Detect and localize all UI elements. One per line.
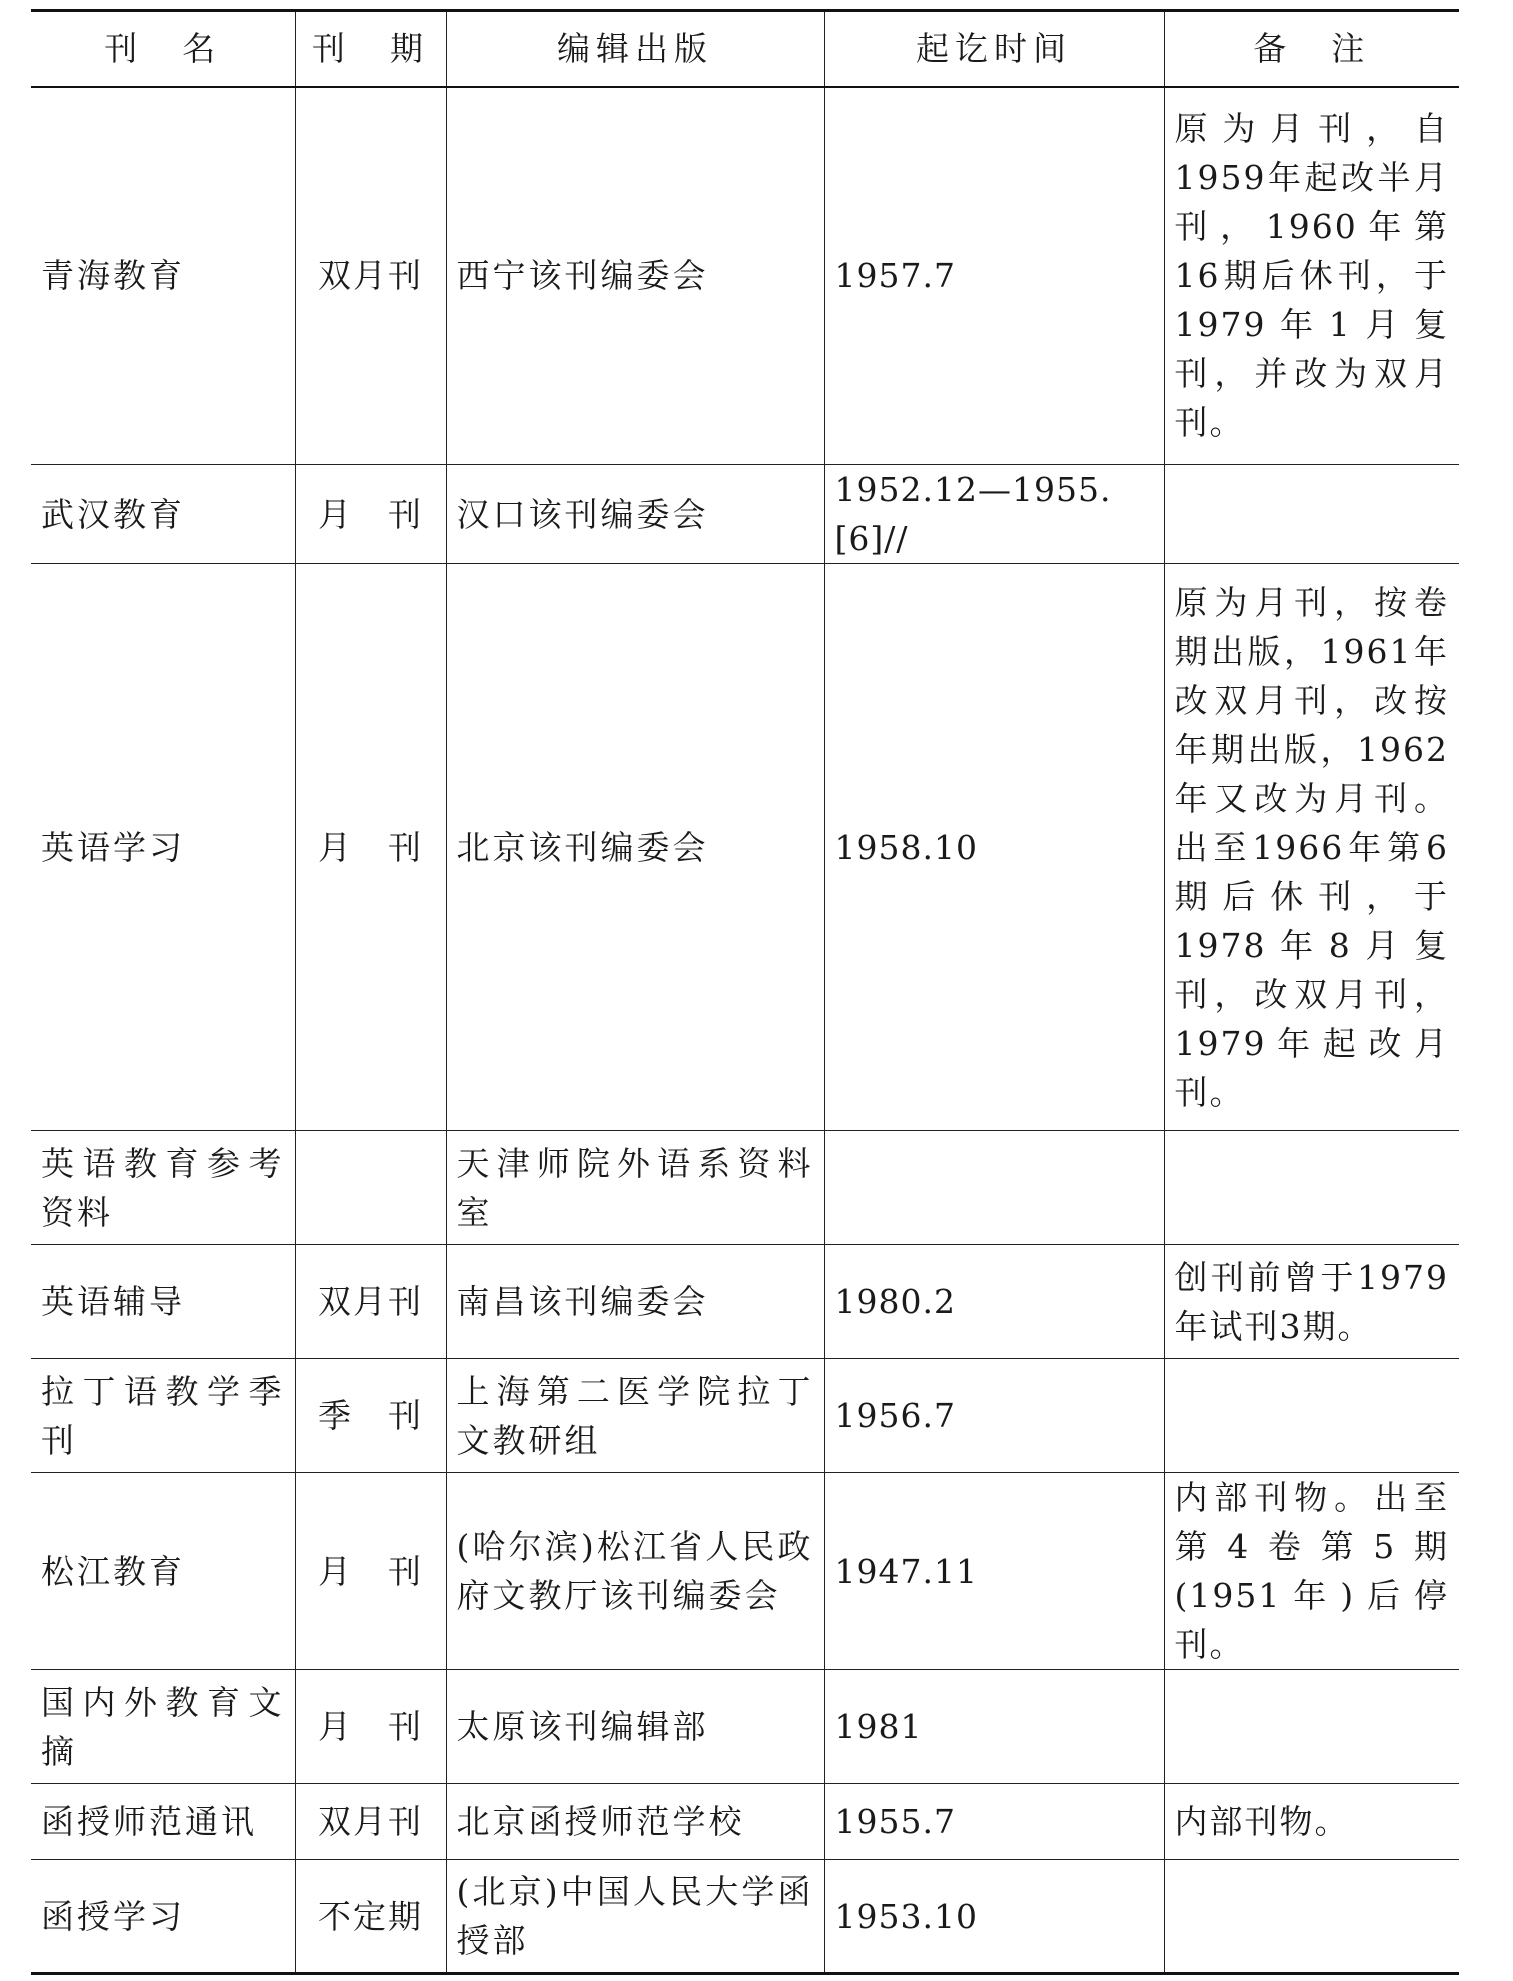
header-name: 刊 名 [31, 11, 295, 87]
periodical-name: 青海教育 [31, 87, 295, 465]
notes [1164, 1670, 1459, 1784]
date-range: 1956.7 [824, 1359, 1164, 1473]
date-range: 1957.7 [824, 87, 1164, 465]
date-range: 1958.10 [824, 564, 1164, 1131]
notes [1164, 1131, 1459, 1245]
frequency: 双月刊 [295, 1784, 446, 1860]
periodical-name: 英语教育参考资料 [31, 1131, 295, 1245]
periodical-name: 松江教育 [31, 1473, 295, 1670]
periodical-name: 拉丁语教学季刊 [31, 1359, 295, 1473]
table-row [31, 465, 1459, 564]
publisher: 南昌该刊编委会 [446, 1245, 824, 1359]
table-row [31, 1245, 1459, 1359]
publisher: 西宁该刊编委会 [446, 87, 824, 465]
frequency: 月 刊 [295, 564, 446, 1131]
table-row [31, 1131, 1459, 1245]
publisher: 太原该刊编辑部 [446, 1670, 824, 1784]
periodical-name: 英语辅导 [31, 1245, 295, 1359]
header-publisher: 编辑出版 [446, 11, 824, 87]
header-frequency: 刊 期 [295, 11, 446, 87]
notes [1164, 1860, 1459, 1974]
notes [1164, 465, 1459, 564]
date-range: 1981 [824, 1670, 1164, 1784]
date-range: 1980.2 [824, 1245, 1164, 1359]
notes: 内部刊物。 [1164, 1784, 1459, 1860]
publisher: 上海第二医学院拉丁文教研组 [446, 1359, 824, 1473]
table-row [31, 1860, 1459, 1974]
date-range [824, 1131, 1164, 1245]
periodicals-table [31, 9, 1459, 1975]
publisher: 北京该刊编委会 [446, 564, 824, 1131]
publisher: (哈尔滨)松江省人民政府文教厅该刊编委会 [446, 1473, 824, 1670]
publisher: 天津师院外语系资料室 [446, 1131, 824, 1245]
frequency: 季 刊 [295, 1359, 446, 1473]
periodical-name: 函授学习 [31, 1860, 295, 1974]
date-range: 1952.12—1955.[6]// [824, 465, 1164, 564]
notes: 内部刊物。出至第4卷第5期(1951年)后停刊。 [1164, 1473, 1459, 1670]
publisher: 北京函授师范学校 [446, 1784, 824, 1860]
frequency: 月 刊 [295, 465, 446, 564]
table-row [31, 1473, 1459, 1670]
header-dates: 起讫时间 [824, 11, 1164, 87]
publisher: (北京)中国人民大学函授部 [446, 1860, 824, 1974]
table-row [31, 1359, 1459, 1473]
frequency [295, 1131, 446, 1245]
notes: 原为月刊，自1959年起改半月刊，1960年第16期后休刊，于1979年1月复刊，并改为双月刊。 [1164, 87, 1459, 465]
table-row [31, 1784, 1459, 1860]
frequency: 月 刊 [295, 1473, 446, 1670]
frequency: 月 刊 [295, 1670, 446, 1784]
header-row [31, 11, 1459, 87]
notes: 原为月刊，按卷期出版，1961年改双月刊，改按年期出版，1962年又改为月刊。出至1966年第6期后休刊，于1978年8月复刊，改双月刊，1979年起改月刊。 [1164, 564, 1459, 1131]
table-row [31, 564, 1459, 1131]
periodical-name: 国内外教育文摘 [31, 1670, 295, 1784]
notes [1164, 1359, 1459, 1473]
header-notes: 备 注 [1164, 11, 1459, 87]
periodical-name: 武汉教育 [31, 465, 295, 564]
table-row [31, 87, 1459, 465]
periodical-name: 函授师范通讯 [31, 1784, 295, 1860]
frequency: 双月刊 [295, 1245, 446, 1359]
frequency: 双月刊 [295, 87, 446, 465]
notes: 创刊前曾于1979年试刊3期。 [1164, 1245, 1459, 1359]
table-row [31, 1670, 1459, 1784]
frequency: 不定期 [295, 1860, 446, 1974]
publisher: 汉口该刊编委会 [446, 465, 824, 564]
date-range: 1947.11 [824, 1473, 1164, 1670]
date-range: 1953.10 [824, 1860, 1164, 1974]
periodical-name: 英语学习 [31, 564, 295, 1131]
date-range: 1955.7 [824, 1784, 1164, 1860]
